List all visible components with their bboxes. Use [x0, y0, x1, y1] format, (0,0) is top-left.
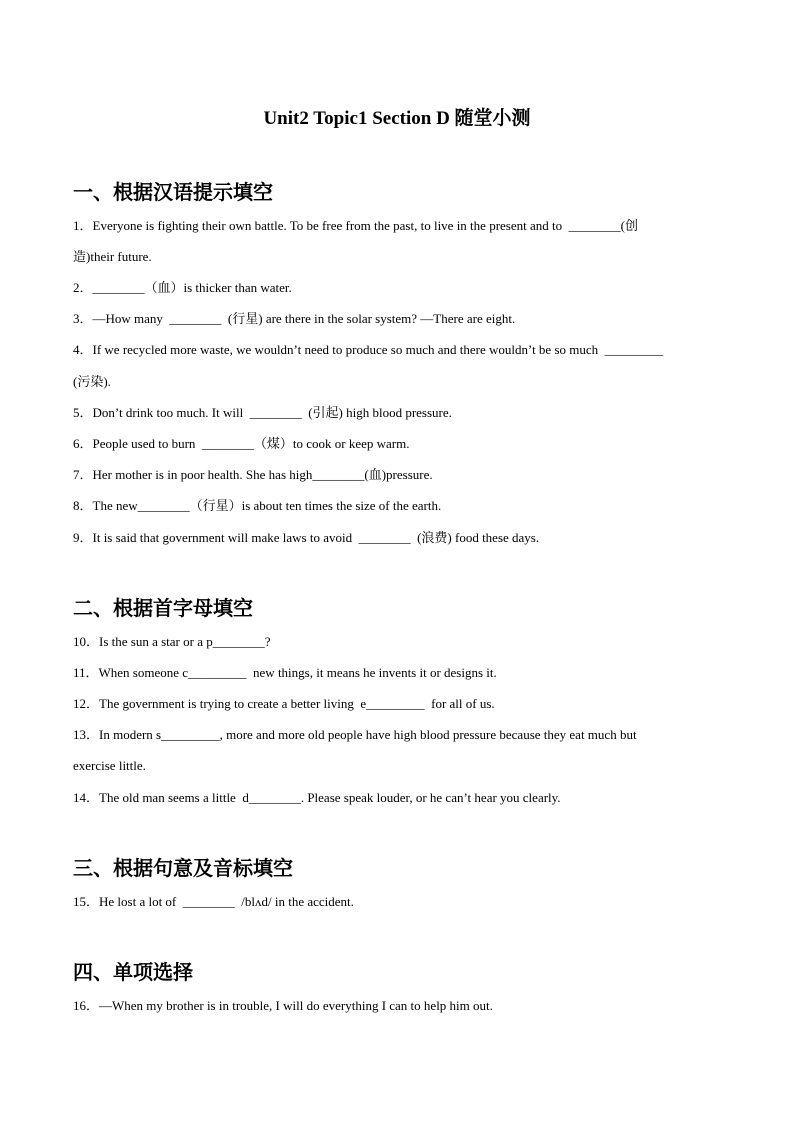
question-line: 2．________（血）is thicker than water.	[73, 280, 292, 295]
question-line: 8．The new________（行星）is about ten times the size of the earth.	[73, 498, 442, 513]
question-line: 10．Is the sun a star or a p________?	[73, 634, 271, 649]
question-line: 14．The old man seems a little d________. Please speak louder, or he can’t hear you clearly.	[73, 790, 561, 805]
section-heading-4: 四、单项选择	[73, 962, 193, 984]
question-line: 12．The government is trying to create a better living e_________ for all of us.	[73, 696, 495, 711]
question-line: 1．Everyone is fighting their own battle. To be free from the past, to live in the present and to ________(创	[73, 218, 638, 233]
question-line: exercise little.	[73, 758, 146, 773]
question-line: 11．When someone c_________ new things, it means he invents it or designs it.	[73, 665, 497, 680]
question-line: 4．If we recycled more waste, we wouldn’t need to produce so much and there wouldn’t be so much _________	[73, 342, 664, 357]
question-line: 13．In modern s_________, more and more old people have high blood pressure because they eat much but	[73, 727, 637, 742]
section-heading-3: 三、根据句意及音标填空	[73, 858, 293, 880]
question-line: 6．People used to burn ________（煤）to cook or keep warm.	[73, 436, 410, 451]
question-line: 3．—How many ________ (行星) are there in the solar system? —There are eight.	[73, 311, 516, 326]
section-heading-1: 一、根据汉语提示填空	[73, 182, 273, 204]
question-line: 16．—When my brother is in trouble, I will do everything I can to help him out.	[73, 998, 493, 1013]
question-line: 造)their future.	[73, 249, 152, 264]
question-line: 7．Her mother is in poor health. She has high________(血)pressure.	[73, 467, 433, 482]
question-line: 5．Don’t drink too much. It will ________ (引起) high blood pressure.	[73, 405, 452, 420]
section-heading-2: 二、根据首字母填空	[73, 598, 253, 620]
question-line: (污染).	[73, 374, 111, 389]
question-line: 15．He lost a lot of ________ /blʌd/ in the accident.	[73, 894, 354, 909]
question-line: 9．It is said that government will make laws to avoid ________ (浪费) food these days.	[73, 530, 540, 545]
page-title: Unit2 Topic1 Section D 随堂小测	[263, 108, 531, 129]
